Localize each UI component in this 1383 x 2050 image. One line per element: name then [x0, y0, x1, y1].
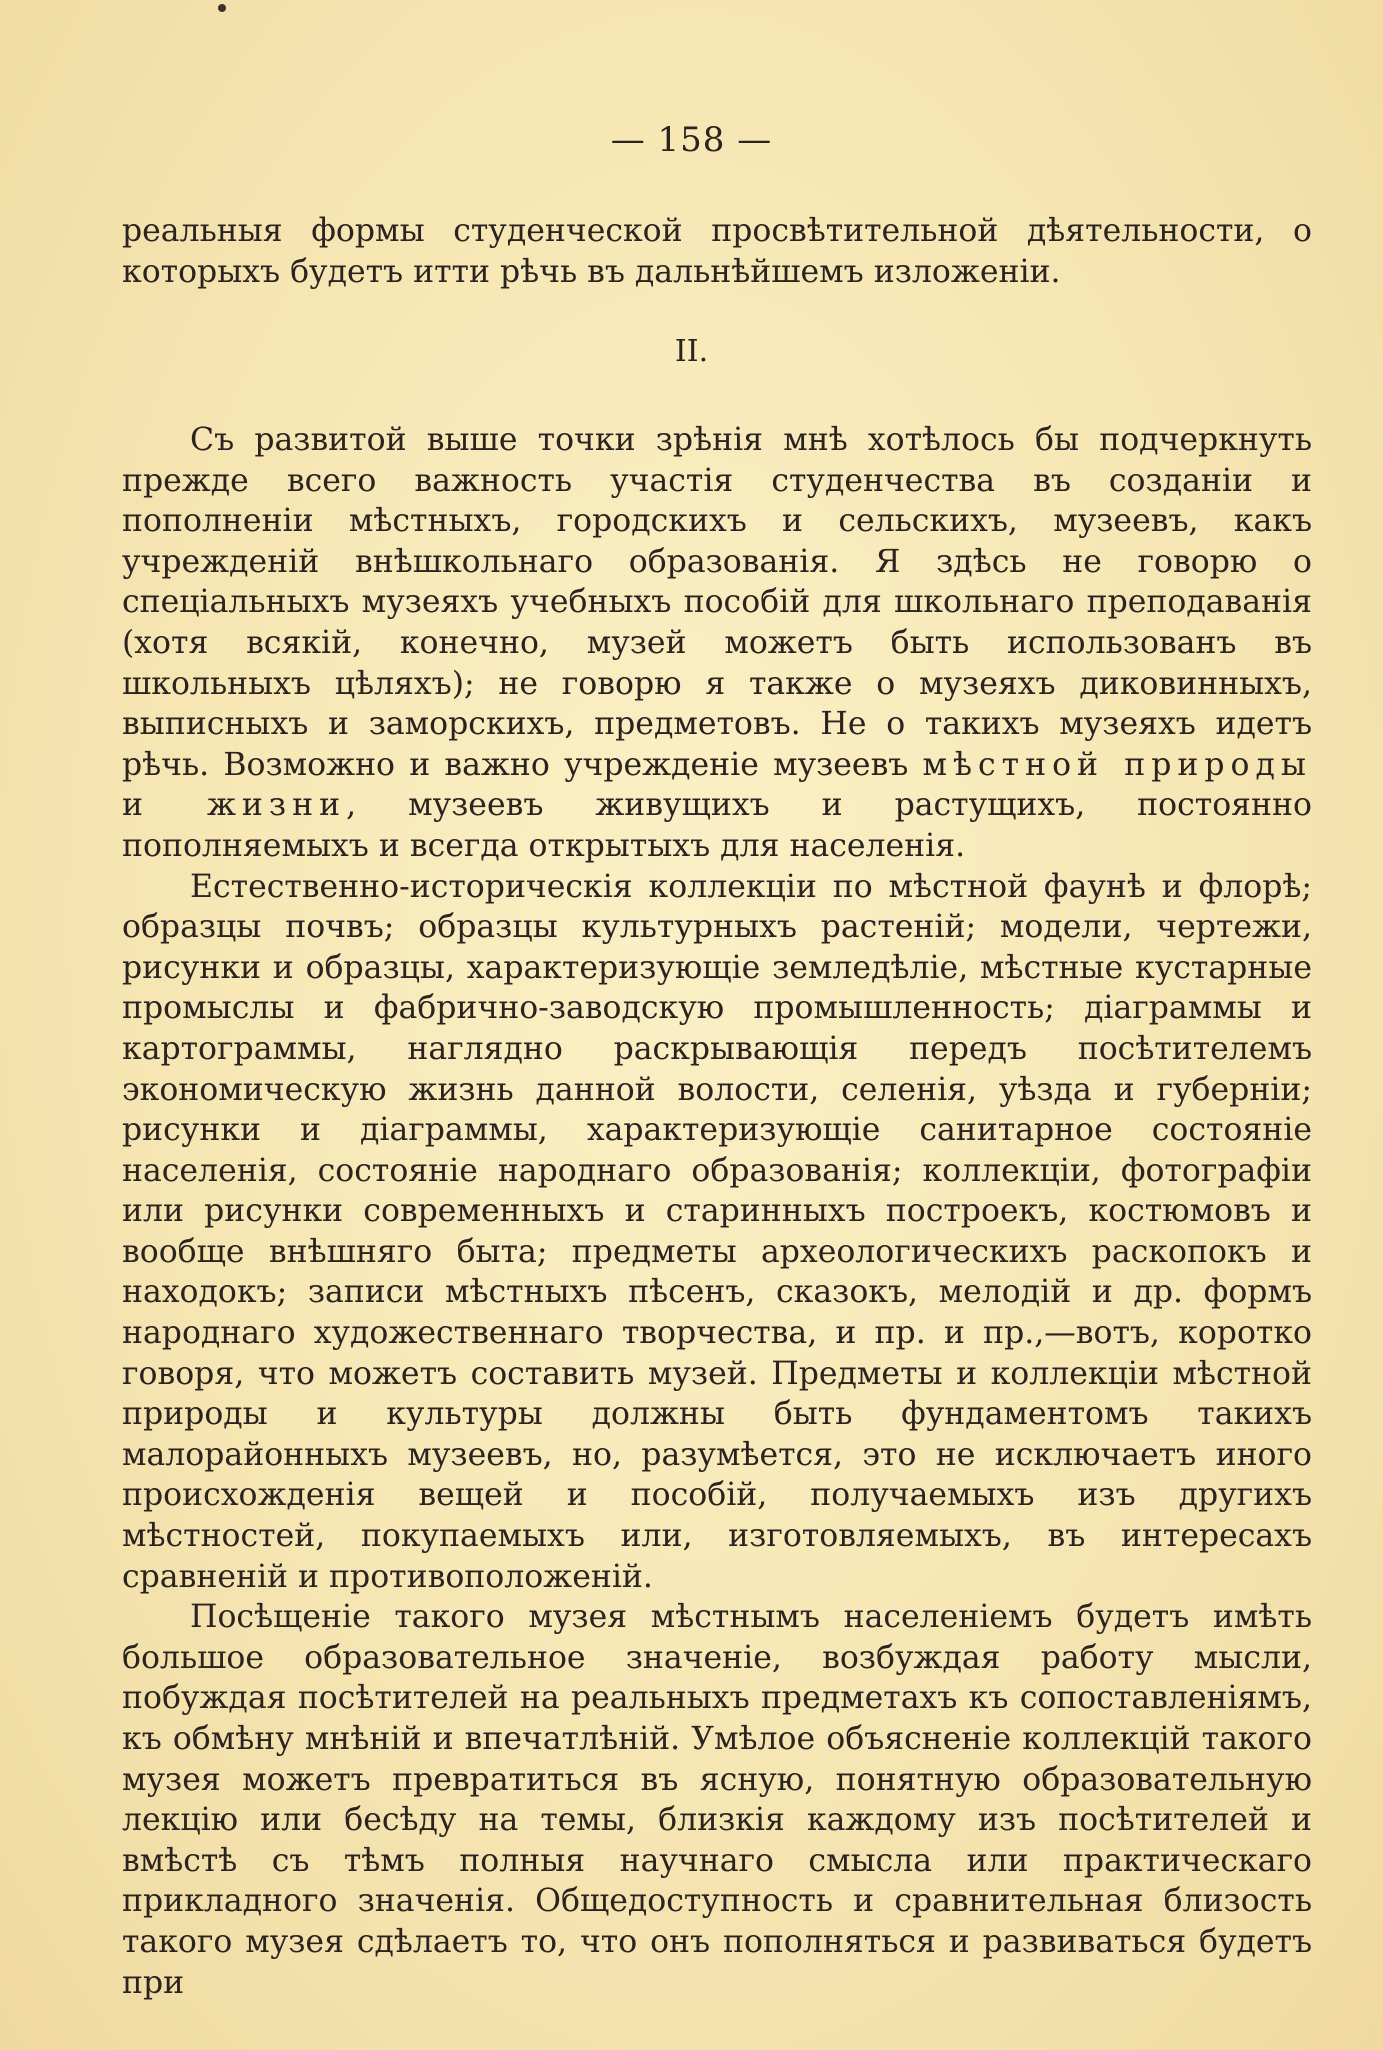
paragraph-1-spaced-emphasis: мѣстной природы и жизни [122, 746, 1312, 824]
intro-paragraph [122, 211, 1312, 292]
page-number: — 158 — [610, 120, 773, 160]
body-text [122, 420, 1312, 2003]
ink-spot [218, 4, 226, 12]
paragraph-1-text-a: Съ развитой выше точки зрѣнія мнѣ хотѣлось бы подчеркнуть прежде всего важность участія студенчества въ созданіи и пополненіи мѣстныхъ, городскихъ и сельскихъ, музеевъ, какъ учрежденій внѣшкольнаго образованія. Я здѣсь не говорю о спеціальныхъ музеяхъ учебныхъ пособій для школьнаго преподаванія (хотя всякій, конечно, музей можетъ быть использованъ въ школьныхъ цѣляхъ); не говорю я также о музеяхъ диковинныхъ, выписныхъ и заморскихъ, предметовъ. Не о такихъ музеяхъ идетъ рѣчь. Возможно и важно учрежденіе музеевъ [122, 422, 1312, 783]
paragraph-2: Естественно-историческія коллекціи по мѣстной фаунѣ и флорѣ; образцы почвъ; образцы культурныхъ растеній; модели, чертежи, рисунки и образцы, характеризующіе земледѣліе, мѣстные кустарные промыслы и фабрично-заводскую промышленность; діаграммы и картограммы, наглядно раскрывающія передъ посѣтителемъ экономическую жизнь данной волости, селенія, уѣзда и губерніи; рисунки и діаграммы, характеризующіе санитарное состояніе населенія, состояніе народнаго образованія; коллекціи, фотографіи или рисунки современныхъ и старинныхъ построекъ, костюмовъ и вообще внѣшняго быта; предметы археологическихъ раскопокъ и находокъ; записи мѣстныхъ пѣсенъ, сказокъ, мелодій и др. формъ народнаго художественнаго творчества, и пр. и пр.,—вотъ, коротко говоря, что можетъ составить музей. Предметы и коллекціи мѣстной природы и культуры должны быть фундаментомъ такихъ малорайонныхъ музеевъ, но, разумѣется, это не исключаетъ иного происхожденія вещей и пособій, получаемыхъ изъ другихъ мѣстностей, покупаемыхъ или, изготовляемыхъ, въ интересахъ сравненій и противоположеній. [122, 868, 1312, 1595]
intro-text: реальныя формы студенческой просвѣтительной дѣятельности, о которыхъ будетъ итти рѣчь въ дальнѣйшемъ изложеніи. [122, 213, 1312, 290]
paragraph-1-text-b: , музеевъ живущихъ и растущихъ, постоянно пополняемыхъ и всегда открытыхъ для населенія. [122, 787, 1313, 864]
section-heading: II. [674, 334, 709, 369]
paragraph-1 [122, 420, 1312, 867]
paragraph-3: Посѣщеніе такого музея мѣстнымъ населеніемъ будетъ имѣть большое образовательное значеніе, возбуждая работу мысли, побуждая посѣтителей на реальныхъ предметахъ къ сопоставленіямъ, къ обмѣну мнѣній и впечатлѣній. Умѣлое объясненіе коллекцій такого музея можетъ превратиться въ ясную, понятную образовательную лекцію или бесѣду на темы, близкія каждому изъ посѣтителей и вмѣстѣ съ тѣмъ полныя научнаго смысла или практическаго прикладного значенія. Общедоступность и сравнительная близость такого музея сдѣлаетъ то, что онъ пополняться и развиваться будетъ при [122, 1599, 1312, 2001]
